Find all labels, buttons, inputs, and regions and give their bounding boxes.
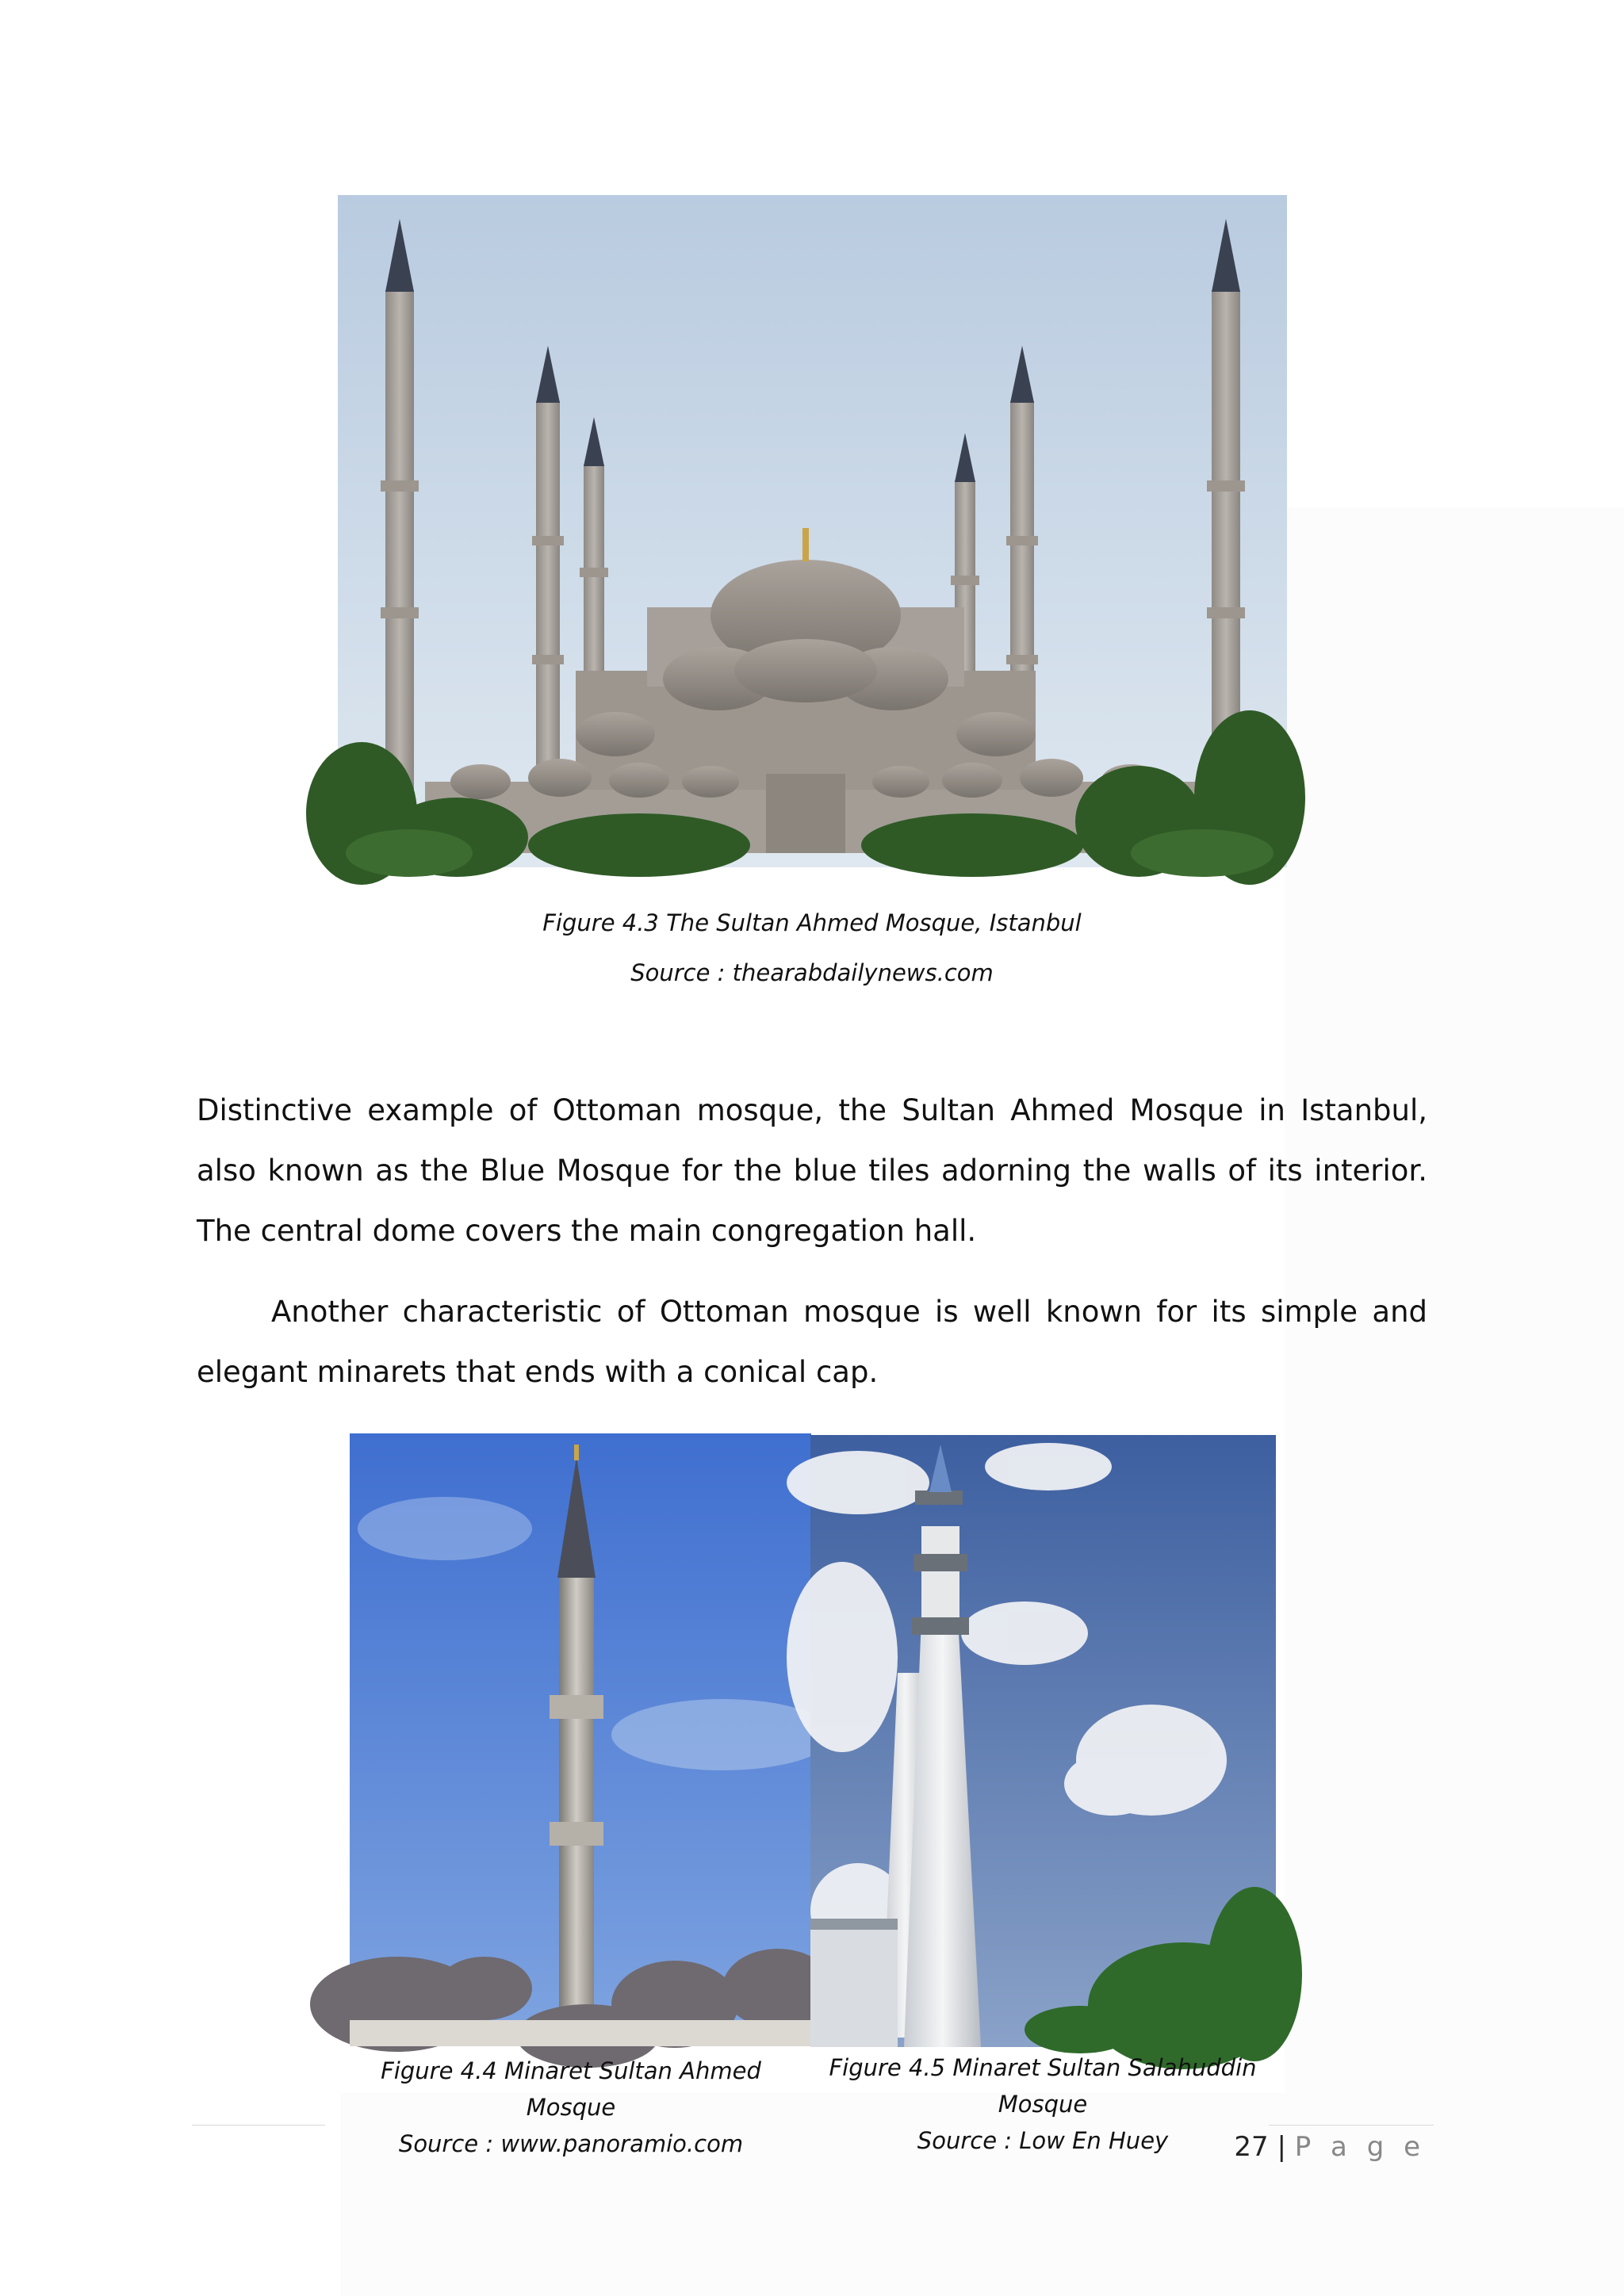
sultan-ahmed-mosque-photo [338, 195, 1287, 867]
figure-4-3-caption: Figure 4.3 The Sultan Ahmed Mosque, Istanbul [542, 909, 1082, 936]
figure-4-4-caption-line1: Figure 4.4 Minaret Sultan Ahmed [381, 2057, 761, 2084]
footer-rule-left [192, 2125, 325, 2126]
paragraph-minarets: Another characteristic of Ottoman mosque is well known for its simple and elegant minarets that ends with a conical cap. [197, 1295, 1427, 1389]
figure-4-4-source: Source : www.panoramio.com [398, 2130, 744, 2157]
page-footer [1234, 2131, 1435, 2171]
figure-4-4-caption-line2: Mosque [526, 2094, 616, 2121]
page-separator: | [1277, 2131, 1286, 2163]
body-text [197, 1081, 1427, 1402]
minaret-sultan-salahuddin-photo [810, 1435, 1276, 2047]
minaret-sultan-ahmed-photo [350, 1433, 811, 2046]
figure-4-5-caption-line1: Figure 4.5 Minaret Sultan Salahuddin [829, 2054, 1257, 2081]
footer-rule-right [1269, 2125, 1434, 2126]
page-label: P a g e [1294, 2131, 1426, 2163]
paragraph-ottoman-mosque: Distinctive example of Ottoman mosque, the Sultan Ahmed Mosque in Istanbul, also known as the Blue Mosque for the blue tiles adorning the walls of its interior. The central dome covers the main congregation hall. [197, 1093, 1427, 1248]
page-number: 27 [1234, 2131, 1269, 2163]
figure-4-5-source: Source : Low En Huey [917, 2127, 1169, 2154]
page-shading-bottom [341, 2093, 1624, 2296]
figure-4-5-caption-line2: Mosque [998, 2091, 1088, 2118]
figure-4-3-source: Source : thearabdailynews.com [630, 959, 994, 986]
